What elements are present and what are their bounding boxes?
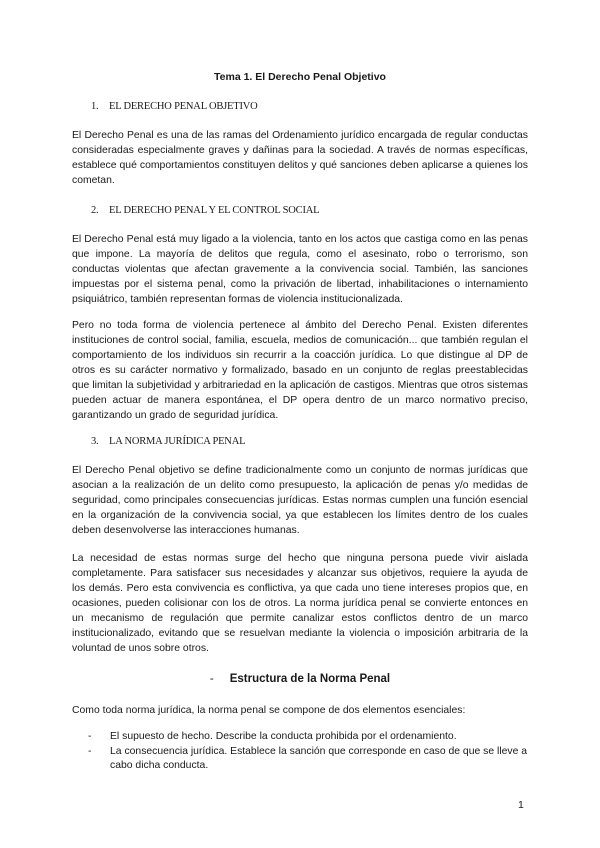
section-heading-text: LA NORMA JURÍDICA PENAL xyxy=(109,436,246,447)
section-heading-1 xyxy=(91,101,258,112)
paragraph-1: El Derecho Penal es una de las ramas del Ordenamiento jurídico encargada de regular conductas consideradas especialmente graves y dañinas para la sociedad. A través de normas específicas, establece qué comportamientos constituyen delitos y qué sanciones deben aplicarse a quienes los cometan. xyxy=(72,130,528,186)
paragraph-6: Como toda norma jurídica, la norma penal se compone de dos elementos esenciales: xyxy=(72,705,466,716)
section-number: 1. xyxy=(91,101,99,112)
list-item xyxy=(88,730,528,745)
subheading-text: Estructura de la Norma Penal xyxy=(229,673,391,685)
subheading-dash: - xyxy=(209,673,214,685)
list-item xyxy=(88,745,528,774)
paragraph-2: El Derecho Penal está muy ligado a la violencia, tanto en los actos que castiga como en las penas que impone. La mayoría de delitos que regula, como el asesinato, robo o terrorismo, son conductas violentas que afectan gravemente a la convivencia social. También, las sanciones impuestas por el sistema penal, como la privación de libertad, inhabilitaciones o internamiento psiquiátrico, también representan formas de violencia institucionalizada. xyxy=(72,234,528,305)
list-item-text: La consecuencia jurídica. Establece la sanción que corresponde en caso de que se lleve a cabo dicha conducta. xyxy=(110,745,528,771)
paragraph-4: El Derecho Penal objetivo se define tradicionalmente como un conjunto de normas jurídicas que asocian a la realización de un delito como presupuesto, la aplicación de penas y/o medidas de seguridad, como principales consecuencias jurídicas. Estas normas cumplen una función esencial en la organización de la convivencia social, ya que establecen los límites dentro de los cuales deben desenvolverse las interacciones humanas. xyxy=(72,465,528,536)
section-heading-text: EL DERECHO PENAL OBJETIVO xyxy=(109,101,258,112)
document-title: Tema 1. El Derecho Penal Objetivo xyxy=(214,71,386,83)
section-heading-text: EL DERECHO PENAL Y EL CONTROL SOCIAL xyxy=(109,205,320,216)
list-bullet: - xyxy=(88,745,92,757)
section-heading-2 xyxy=(91,205,319,216)
subheading-estructura xyxy=(0,673,600,685)
elements-list xyxy=(88,730,528,774)
list-item-text: El supuesto de hecho. Describe la conducta prohibida por el ordenamiento. xyxy=(110,731,457,742)
section-number: 2. xyxy=(91,205,99,216)
section-number: 3. xyxy=(91,436,99,447)
paragraph-3: Pero no toda forma de violencia pertenece al ámbito del Derecho Penal. Existen diferentes instituciones de control social, familia, escuela, medios de comunicación... que también regulan el comportamiento de los individuos sin recurrir a la coacción jurídica. Lo que distingue al DP de otros es su carácter normativo y formalizado, basado en un conjunto de reglas preestablecidas que limitan la subjetividad y arbitrariedad en la aplicación de castigos. Mientras que otros sistemas pueden actuar de manera espontánea, el DP opera dentro de un marco normativo preciso, garantizando un grado de seguridad jurídica. xyxy=(72,320,528,421)
paragraph-5: La necesidad de estas normas surge del hecho que ninguna persona puede vivir aislada completamente. Para satisfacer sus necesidades y alcanzar sus objetivos, requiere la ayuda de los demás. Pero esta convivencia es conflictiva, ya que cada uno tiene intereses propios que, en ocasiones, pueden colisionar con los de otros. La norma jurídica penal se convierte entonces en un mecanismo de regulación que permite canalizar estos conflictos dentro de un marco institucionalizado, evitando que se resuelvan mediante la violencia o imposición arbitraria de la voluntad de unos sobre otros. xyxy=(72,553,528,654)
page-number: 1 xyxy=(518,799,524,811)
section-heading-3 xyxy=(91,436,245,447)
list-bullet: - xyxy=(88,731,92,742)
